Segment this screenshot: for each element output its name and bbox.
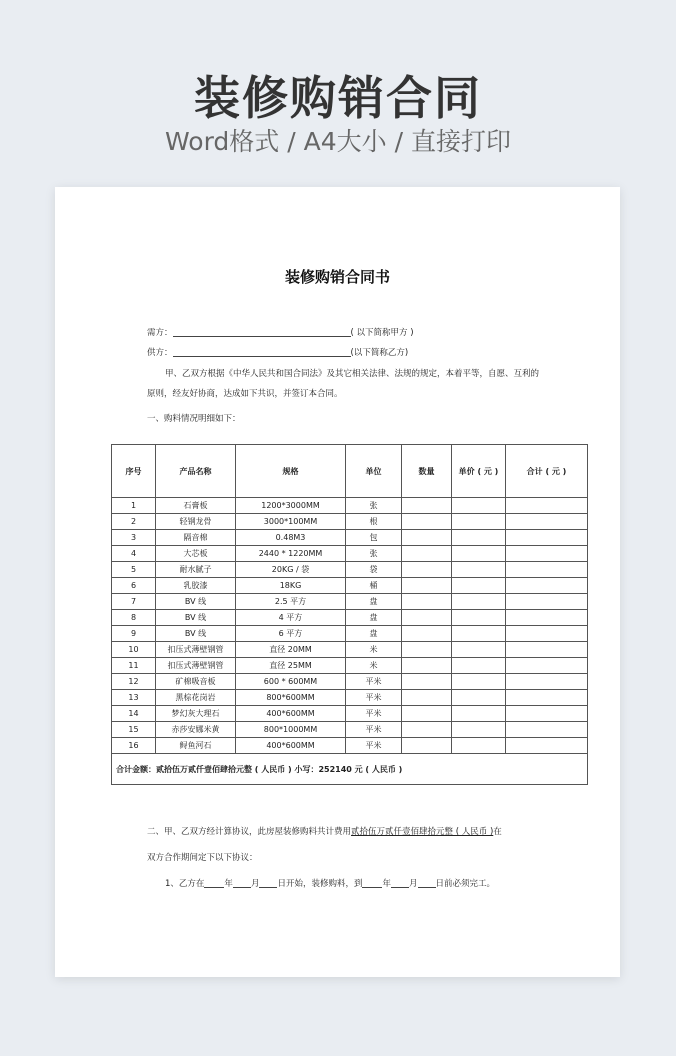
seller-blank[interactable] <box>173 347 351 357</box>
header-index: 序号 <box>112 445 156 498</box>
table-row <box>112 498 588 514</box>
cell-index: 3 <box>112 530 156 546</box>
cell-unit: 盘 <box>346 610 402 626</box>
cell-subtotal[interactable] <box>506 562 588 578</box>
cell-unit-price[interactable] <box>452 578 506 594</box>
cell-product: 黑棕花岗岩 <box>156 690 236 706</box>
header-quantity: 数量 <box>402 445 452 498</box>
cell-product: 乳胶漆 <box>156 578 236 594</box>
document-title: 装修购销合同书 <box>284 268 390 286</box>
table-row <box>112 562 588 578</box>
cell-unit-price[interactable] <box>452 514 506 530</box>
cell-spec: 18KG <box>236 578 346 594</box>
cell-spec: 20KG / 袋 <box>236 562 346 578</box>
cell-index: 1 <box>112 498 156 514</box>
cell-unit-price[interactable] <box>452 642 506 658</box>
materials-table <box>111 444 588 785</box>
cell-product: 鲟鱼河石 <box>156 738 236 754</box>
cell-unit-price[interactable] <box>452 690 506 706</box>
cell-index: 8 <box>112 610 156 626</box>
header-subtotal: 合计 ( 元 ) <box>506 445 588 498</box>
cell-subtotal[interactable] <box>506 674 588 690</box>
cell-product: 轻钢龙骨 <box>156 514 236 530</box>
cell-quantity[interactable] <box>402 578 452 594</box>
cell-spec: 直径 20MM <box>236 642 346 658</box>
cell-unit: 平米 <box>346 706 402 722</box>
section-1-heading: 一、购料情况明细如下： <box>147 414 241 424</box>
cell-product: 耐水腻子 <box>156 562 236 578</box>
cell-unit: 袋 <box>346 562 402 578</box>
cell-subtotal[interactable] <box>506 642 588 658</box>
clause-1-month: 月 <box>250 879 260 889</box>
clause-1-mid: 日开始，装修购料，到 <box>277 879 363 889</box>
cell-subtotal[interactable] <box>506 626 588 642</box>
section-2-line-2: 双方合作期间定下以下协议： <box>147 853 258 863</box>
cell-index: 5 <box>112 562 156 578</box>
cell-quantity[interactable] <box>402 514 452 530</box>
cell-index: 12 <box>112 674 156 690</box>
cell-quantity[interactable] <box>402 722 452 738</box>
hero-title: 装修购销合同 <box>194 71 482 125</box>
end-month-blank[interactable] <box>391 878 409 888</box>
cell-product: 隔音棉 <box>156 530 236 546</box>
cell-product: BV 线 <box>156 594 236 610</box>
total-amount: 合计金额：贰拾伍万贰仟壹佰肆拾元整 ( 人民币 ) 小写：252140 元 ( 人民币 ) <box>112 754 588 785</box>
cell-unit: 盘 <box>346 594 402 610</box>
cell-index: 2 <box>112 514 156 530</box>
table-row <box>112 658 588 674</box>
cell-unit-price[interactable] <box>452 546 506 562</box>
cell-unit-price[interactable] <box>452 706 506 722</box>
cell-unit: 包 <box>346 530 402 546</box>
cell-unit-price[interactable] <box>452 530 506 546</box>
cell-unit: 平米 <box>346 722 402 738</box>
table-row <box>112 514 588 530</box>
start-day-blank[interactable] <box>259 878 277 888</box>
cell-quantity[interactable] <box>402 642 452 658</box>
cell-unit: 盘 <box>346 626 402 642</box>
cell-spec: 600 * 600MM <box>236 674 346 690</box>
table-total-row <box>112 754 588 785</box>
cell-index: 9 <box>112 626 156 642</box>
table-row <box>112 690 588 706</box>
cell-unit-price[interactable] <box>452 674 506 690</box>
cell-subtotal[interactable] <box>506 514 588 530</box>
cell-unit: 桶 <box>346 578 402 594</box>
table-row <box>112 674 588 690</box>
cell-unit-price[interactable] <box>452 738 506 754</box>
cell-spec: 800*600MM <box>236 690 346 706</box>
cell-index: 11 <box>112 658 156 674</box>
cell-spec: 400*600MM <box>236 706 346 722</box>
cell-spec: 6 平方 <box>236 626 346 642</box>
table-row <box>112 738 588 754</box>
start-year-blank[interactable] <box>204 878 224 888</box>
cell-product: BV 线 <box>156 610 236 626</box>
cell-index: 13 <box>112 690 156 706</box>
buyer-label: 需方： <box>147 328 173 338</box>
cell-unit-price[interactable] <box>452 722 506 738</box>
section-2-amount: 贰拾伍万贰仟壹佰肆拾元整 ( 人民币 ) <box>351 827 494 837</box>
cell-subtotal[interactable] <box>506 706 588 722</box>
cell-spec: 800*1000MM <box>236 722 346 738</box>
cell-quantity[interactable] <box>402 562 452 578</box>
buyer-blank[interactable] <box>173 327 351 337</box>
cell-unit: 平米 <box>346 690 402 706</box>
cell-subtotal[interactable] <box>506 498 588 514</box>
cell-subtotal[interactable] <box>506 610 588 626</box>
cell-spec: 400*600MM <box>236 738 346 754</box>
cell-subtotal[interactable] <box>506 578 588 594</box>
cell-quantity[interactable] <box>402 674 452 690</box>
cell-product: 赤莎安娜米黄 <box>156 722 236 738</box>
cell-quantity[interactable] <box>402 706 452 722</box>
cell-product: 扣压式薄壁钢管 <box>156 642 236 658</box>
cell-quantity[interactable] <box>402 626 452 642</box>
table-row <box>112 610 588 626</box>
seller-suffix: (以下简称乙方) <box>350 348 409 358</box>
section-2-line-1 <box>147 825 502 837</box>
cell-spec: 4 平方 <box>236 610 346 626</box>
cell-product: 石膏板 <box>156 498 236 514</box>
cell-unit: 平米 <box>346 674 402 690</box>
cell-subtotal[interactable] <box>506 658 588 674</box>
cell-unit-price[interactable] <box>452 594 506 610</box>
section-2-tail: 在 <box>493 827 502 837</box>
cell-unit-price[interactable] <box>452 498 506 514</box>
cell-subtotal[interactable] <box>506 738 588 754</box>
cell-unit: 米 <box>346 642 402 658</box>
cell-product: 扣压式薄壁钢管 <box>156 658 236 674</box>
cell-unit: 张 <box>346 546 402 562</box>
cell-quantity[interactable] <box>402 546 452 562</box>
cell-subtotal[interactable] <box>506 690 588 706</box>
cell-spec: 2440 * 1220MM <box>236 546 346 562</box>
cell-subtotal[interactable] <box>506 546 588 562</box>
cell-spec: 直径 25MM <box>236 658 346 674</box>
cell-index: 4 <box>112 546 156 562</box>
table-row <box>112 706 588 722</box>
table-row <box>112 578 588 594</box>
header-unit: 单位 <box>346 445 402 498</box>
end-year-blank[interactable] <box>362 878 382 888</box>
cell-unit-price[interactable] <box>452 626 506 642</box>
cell-spec: 0.48M3 <box>236 530 346 546</box>
cell-quantity[interactable] <box>402 594 452 610</box>
table-row <box>112 626 588 642</box>
cell-unit: 张 <box>346 498 402 514</box>
clause-1-month-2: 月 <box>408 879 418 889</box>
cell-unit-price[interactable] <box>452 610 506 626</box>
cell-quantity[interactable] <box>402 658 452 674</box>
intro-line-2: 原则，经友好协商，达成如下共识，并签订本合同。 <box>147 389 343 399</box>
header-spec: 规格 <box>236 445 346 498</box>
clause-1-year: 年 <box>224 879 233 889</box>
cell-unit: 平米 <box>346 738 402 754</box>
cell-subtotal[interactable] <box>506 594 588 610</box>
cell-product: 大芯板 <box>156 546 236 562</box>
cell-index: 6 <box>112 578 156 594</box>
cell-spec: 2.5 平方 <box>236 594 346 610</box>
table-row <box>112 722 588 738</box>
clause-1 <box>165 877 495 889</box>
cell-unit: 根 <box>346 514 402 530</box>
cell-unit-price[interactable] <box>452 658 506 674</box>
cell-quantity[interactable] <box>402 610 452 626</box>
header-product: 产品名称 <box>156 445 236 498</box>
clause-1-year-2: 年 <box>382 879 391 889</box>
cell-subtotal[interactable] <box>506 530 588 546</box>
cell-index: 14 <box>112 706 156 722</box>
cell-index: 15 <box>112 722 156 738</box>
header-unit-price: 单价 ( 元 ) <box>452 445 506 498</box>
table-row <box>112 594 588 610</box>
hero-subtitle: Word格式 / A4大小 / 直接打印 <box>165 127 511 156</box>
section-2-text: 二、甲、乙双方经计算协议，此房屋装修购料共计费用 <box>147 827 352 837</box>
end-day-blank[interactable] <box>418 878 436 888</box>
buyer-line <box>147 326 414 338</box>
table-row <box>112 530 588 546</box>
buyer-suffix: ( 以下简称甲方 ) <box>350 328 414 338</box>
start-month-blank[interactable] <box>233 878 251 888</box>
cell-product: BV 线 <box>156 626 236 642</box>
cell-unit: 米 <box>346 658 402 674</box>
cell-quantity[interactable] <box>402 498 452 514</box>
cell-quantity[interactable] <box>402 690 452 706</box>
cell-quantity[interactable] <box>402 738 452 754</box>
seller-line <box>147 346 408 358</box>
table-row <box>112 546 588 562</box>
cell-spec: 3000*100MM <box>236 514 346 530</box>
document-page <box>55 187 620 977</box>
cell-product: 梦幻灰大理石 <box>156 706 236 722</box>
cell-index: 7 <box>112 594 156 610</box>
intro-line-1: 甲、乙双方根据《中华人民共和国合同法》及其它相关法律、法规的规定，本着平等，自愿、互利的 <box>165 369 540 379</box>
cell-index: 16 <box>112 738 156 754</box>
cell-quantity[interactable] <box>402 530 452 546</box>
cell-index: 10 <box>112 642 156 658</box>
table-row <box>112 642 588 658</box>
clause-1-end: 日前必须完工。 <box>435 879 496 889</box>
seller-label: 供方： <box>147 348 173 358</box>
cell-unit-price[interactable] <box>452 562 506 578</box>
table-header-row <box>112 445 588 498</box>
cell-subtotal[interactable] <box>506 722 588 738</box>
cell-spec: 1200*3000MM <box>236 498 346 514</box>
clause-1-start: 1、乙方在 <box>165 879 205 889</box>
cell-product: 矿棉吸音板 <box>156 674 236 690</box>
